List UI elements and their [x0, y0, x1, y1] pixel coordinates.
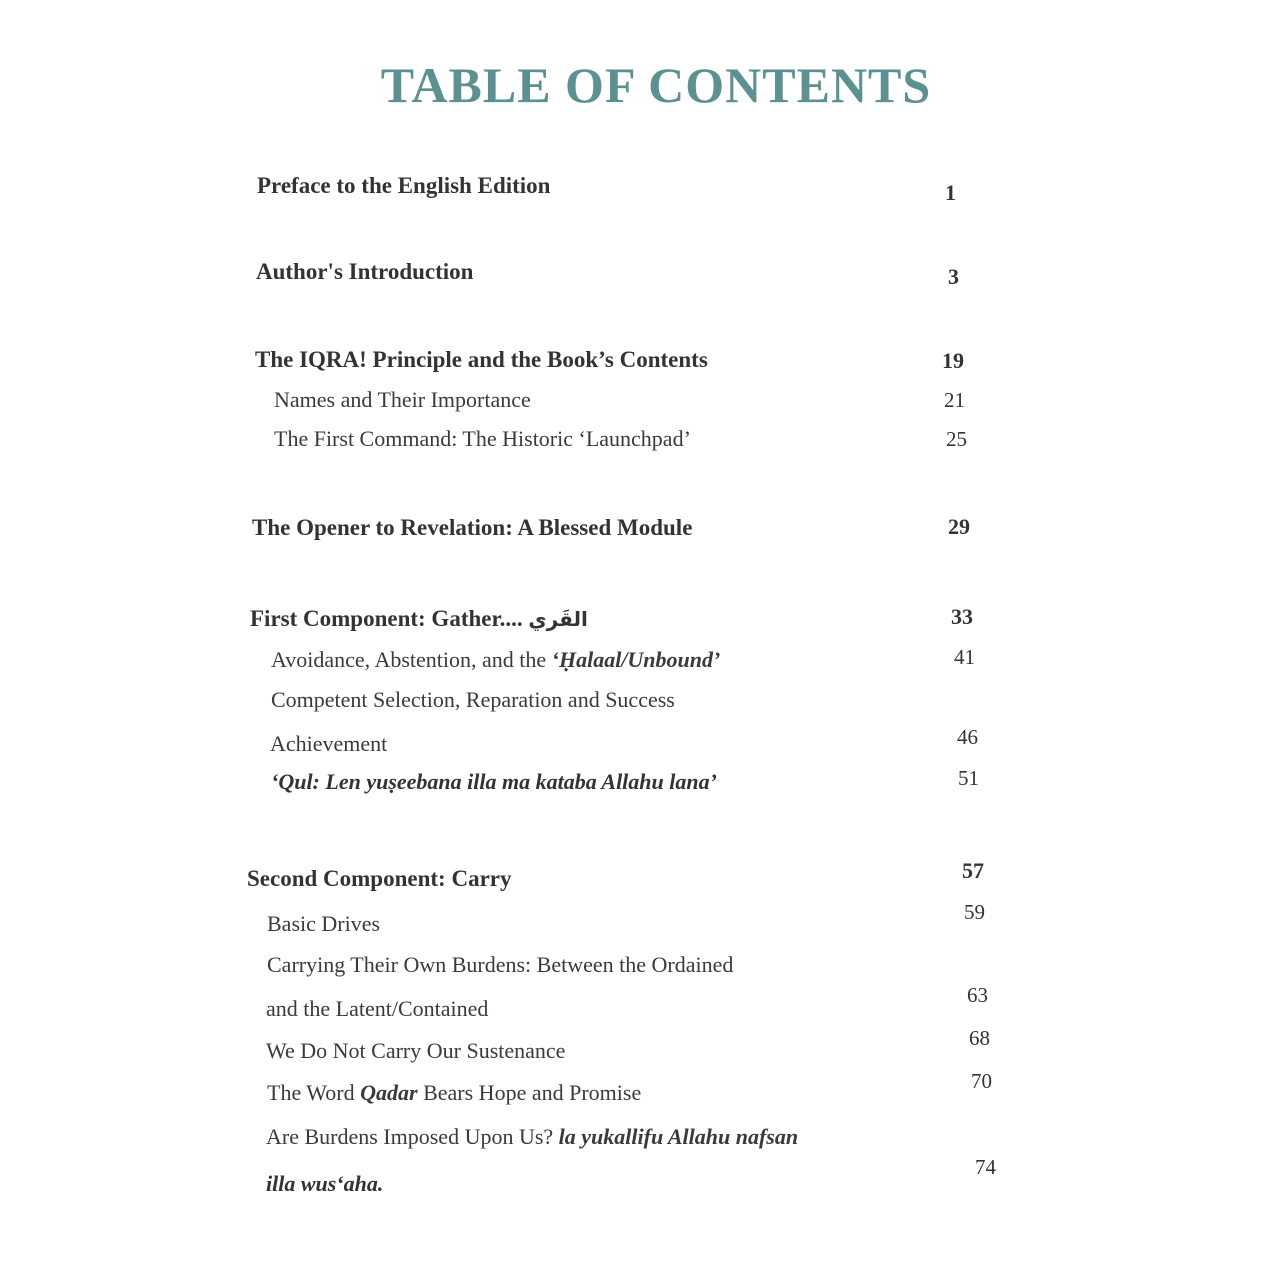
- toc-page-sustenance: 68: [969, 1026, 990, 1050]
- burdens-italic: la yukallifu Allahu nafsan: [558, 1124, 799, 1149]
- toc-entry-basic-drives: Basic Drives: [267, 911, 381, 936]
- toc-page-first-component: 33: [951, 604, 973, 629]
- toc-page-second-component: 57: [962, 858, 984, 883]
- toc-entry-first-component: [250, 606, 588, 632]
- toc-page-opener-revelation: 29: [948, 514, 970, 539]
- toc-page-author-introduction: 3: [948, 264, 959, 289]
- toc-page-preface: 1: [945, 180, 956, 205]
- burdens-label: Are Burdens Imposed Upon Us?: [266, 1124, 559, 1149]
- toc-entry-qadar: [267, 1080, 641, 1106]
- toc-entry-illa-wusaha: illa wus‘aha.: [266, 1171, 384, 1196]
- toc-entry-opener-revelation: The Opener to Revelation: A Blessed Module: [252, 515, 693, 540]
- qadar-after: Bears Hope and Promise: [417, 1080, 642, 1105]
- qadar-before: The Word: [267, 1080, 361, 1105]
- toc-entry-burdens-imposed: [266, 1124, 798, 1150]
- toc-entry-competent-selection: Competent Selection, Reparation and Success: [271, 687, 675, 712]
- toc-page-avoidance: 41: [954, 645, 975, 669]
- toc-page-illa-wusaha: 74: [975, 1155, 996, 1179]
- first-component-arabic: القَري: [528, 607, 588, 631]
- toc-page-achievement: 46: [957, 725, 978, 749]
- toc-entry-preface: Preface to the English Edition: [257, 173, 551, 198]
- toc-page-names-importance: 21: [944, 388, 965, 412]
- page-title: TABLE OF CONTENTS: [380, 57, 932, 113]
- qadar-italic: Qadar: [360, 1080, 418, 1105]
- toc-page-basic-drives: 59: [964, 900, 985, 924]
- toc-entry-sustenance: We Do Not Carry Our Sustenance: [266, 1038, 566, 1063]
- toc-page-qadar: 70: [971, 1069, 992, 1093]
- toc-entry-avoidance: [271, 647, 720, 673]
- toc-page-iqra-principle: 19: [942, 348, 964, 373]
- toc-page-latent-contained: 63: [967, 983, 988, 1007]
- toc-entry-achievement: Achievement: [270, 731, 388, 756]
- toc-entry-first-command: The First Command: The Historic ‘Launchpad’: [274, 426, 691, 451]
- toc-entry-carrying-burdens: Carrying Their Own Burdens: Between the Ordained: [267, 952, 734, 977]
- first-component-label: First Component: Gather....: [250, 606, 523, 631]
- toc-page-qul: 51: [958, 766, 979, 790]
- toc-entry-qul: ‘Qul: Len yuṣeebana illa ma kataba Allahu lana’: [271, 769, 717, 794]
- toc-entry-latent-contained: and the Latent/Contained: [266, 996, 489, 1021]
- toc-page-first-command: 25: [946, 427, 967, 451]
- avoidance-italic: ‘Ḥalaal/Unbound’: [551, 647, 721, 672]
- toc-entry-names-importance: Names and Their Importance: [274, 387, 531, 412]
- toc-entry-author-introduction: Author's Introduction: [256, 259, 474, 284]
- avoidance-label: Avoidance, Abstention, and the: [271, 647, 552, 672]
- toc-entry-iqra-principle: The IQRA! Principle and the Book’s Contents: [255, 347, 708, 372]
- toc-entry-second-component: Second Component: Carry: [247, 866, 512, 891]
